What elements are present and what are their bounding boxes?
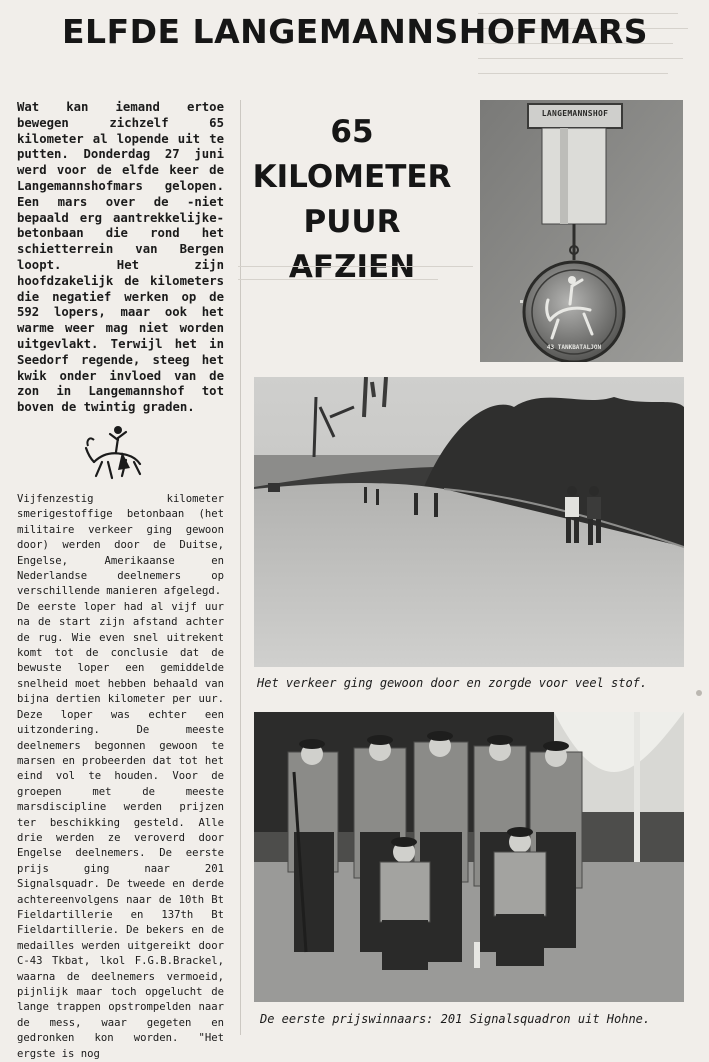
rider-emblem-icon (82, 418, 148, 486)
medal-photo (480, 100, 683, 362)
subheadline-line-4: AFZIEN (288, 249, 416, 285)
intro-paragraph (17, 100, 224, 416)
medal-rim-text: 43 TANKBATALJON (546, 344, 602, 351)
road-photo (254, 377, 684, 667)
body-paragraph-1: Vijfenzestig kilometer smerigestoffige betonbaan (het militaire verkeer ging gewoon door) werden door de Duitse, Engelse, Amerikaanse en Nederlandse deelnemers op verschillende manieren afgelegd. (17, 493, 224, 598)
subheadline-line-3: PUUR (303, 204, 401, 240)
page-title: ELFDE LANGEMANNSHOFMARS (62, 12, 649, 51)
road-photo-caption: Het verkeer ging gewoon door en zorgde voor veel stof. (257, 676, 648, 690)
body-paragraph-2: De eerste loper had al vijf uur na de start zijn afstand achter de rug. Wie even snel uitrekent komt tot de conclusie dat de bewuste loper een gemiddelde snelheid moet hebben behaald van bijna dertien kilometer per uur. Deze loper was echter een uitzondering. De meeste deelnemers begonnen gewoon te marsen en probeerden dat tot het eind vol te houden. Voor de groepen met de meeste marsdiscipline werden prijzen ter beschikking gesteld. Alle drie werden ze veroverd door Engelse deelnemers. De eerste prijs ging naar 201 Signalsquadr. De tweede en derde achtereenvolgens naar de 10th Bt Fieldartillerie en 137th Bt Fieldartillerie. De bekers en de medailles werden uitgereikt door C-43 Tkbat, lkol F.G.B.Brackel, waarna de deelnemers vermoeid, pijnlijk maar toch opgelucht de lange trappen opstrompelden naar de mess, waar gegeten en gedronken kon worden. "Het ergste is nog (17, 600, 224, 1060)
subheadline-line-2: KILOMETER (252, 159, 452, 195)
article-body (17, 492, 224, 1062)
bleed-through-caption (238, 258, 478, 280)
margin-mark (696, 690, 702, 696)
group-photo-caption: De eerste prijswinnaars: 201 Signalsquadron uit Hohne. (260, 1012, 651, 1026)
intro-text: Wat kan iemand ertoe bewegen zichzelf 65 kilometer al lopende uit te putten. Donderdag 27 juni werd voor de elfde keer de Langemannshofmars gelopen. Een mars over de -niet bepaald erg aantrekkelijke-betonbaan die rond het schietterrein van Bergen loopt. Het zijn hoofdzakelijk de kilometers die negatief werken op de 592 lopers, maar ook het warme weer mag niet worden uitgevlakt. Terwijl het in Seedorf regende, steeg het kwik onder invloed van de zon in Langemannshof tot boven de twintig graden. (17, 100, 224, 415)
medal-ribbon-text: LANGEMANNSHOF (541, 109, 609, 118)
subheadline-line-1: 65 (330, 114, 374, 150)
group-photo (254, 712, 684, 1002)
